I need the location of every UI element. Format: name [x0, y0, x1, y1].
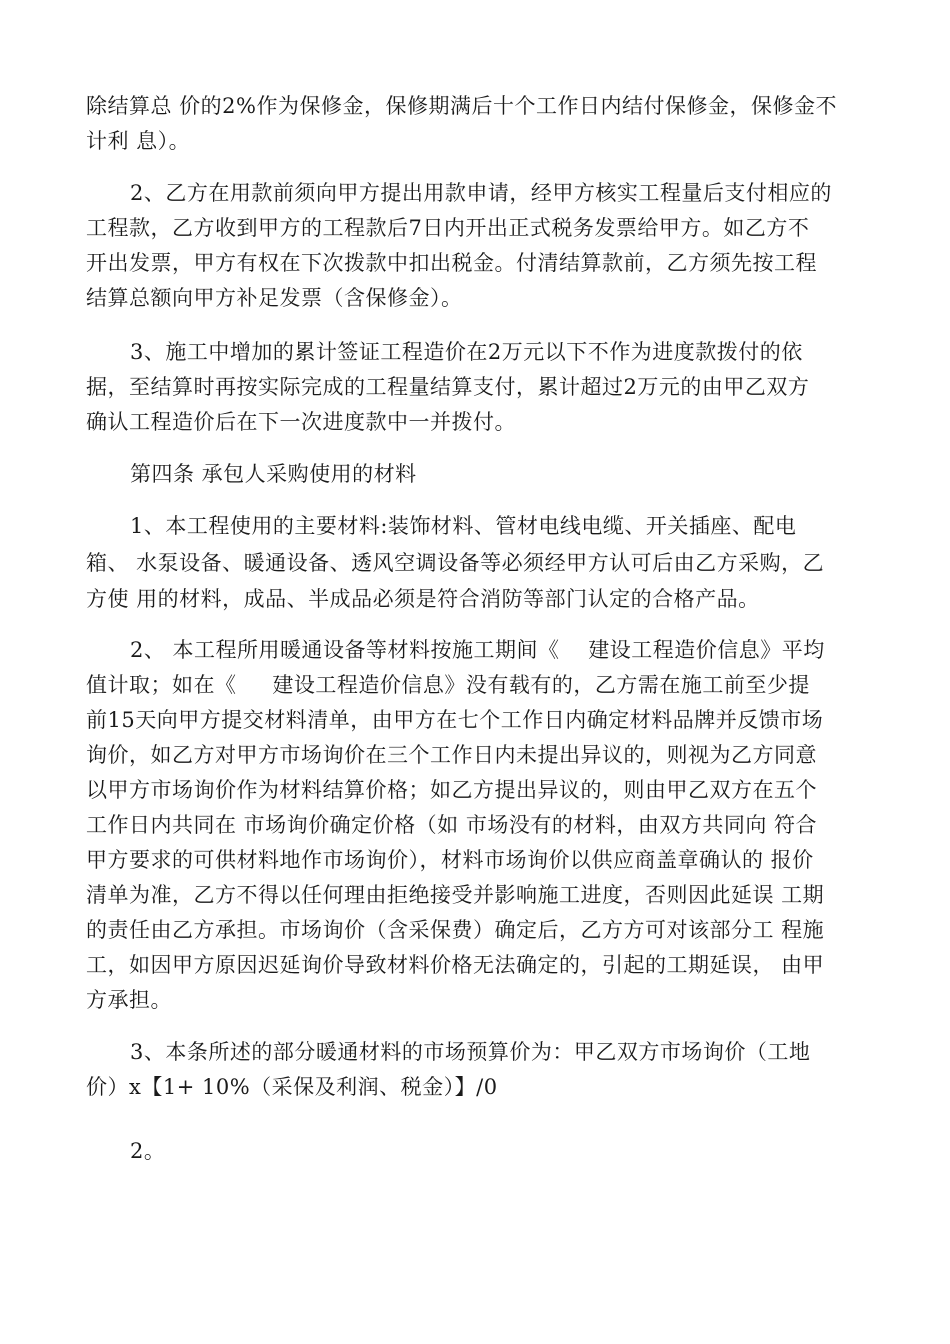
text-line: 除结算总 价的2%作为保修金，保修期满后十个工作日内结付保修金，保修金不 — [86, 94, 837, 118]
text-line: 工，如因甲方原因迟延询价导致材料价格无法确定的，引起的工期延误， 由甲 — [86, 953, 825, 977]
text-line: 据，至结算时再按实际完成的工程量结算支付，累计超过2万元的由甲乙双方 — [86, 375, 810, 399]
text-line: 计利 息）。 — [86, 129, 191, 153]
text-line: 2、 本工程所用暖通设备等材料按施工期间《 建设工程造价信息》平均 — [130, 638, 825, 662]
text-line: 以甲方市场询价作为材料结算价格；如乙方提出异议的，则由甲乙双方在五个 — [86, 778, 817, 802]
text-line: 方承担。 — [86, 988, 172, 1012]
text-line: 前15天向甲方提交材料清单，由甲方在七个工作日内确定材料品牌并反馈市场 — [86, 708, 824, 732]
text-line: 清单为准，乙方不得以任何理由拒绝接受并影响施工进度，否则因此延误 工期 — [86, 883, 825, 907]
text-line: 方使 用的材料，成品、半成品必须是符合消防等部门认定的合格产品。 — [86, 587, 760, 611]
text-line: 工程款，乙方收到甲方的工程款后7日内开出正式税务发票给甲方。如乙方不 — [86, 216, 810, 240]
text-line: 确认工程造价后在下一次进度款中一并拨付。 — [86, 410, 516, 434]
text-line: 开出发票，甲方有权在下次拨款中扣出税金。付清结算款前，乙方须先按工程 — [86, 251, 817, 275]
text-line: 值计取；如在《 建设工程造价信息》没有载有的，乙方需在施工前至少提 — [86, 673, 810, 697]
section-heading: 第四条 承包人采购使用的材料 — [130, 462, 417, 486]
text-line: 箱、 水泵设备、暖通设备、透风空调设备等必须经甲方认可后由乙方采购，乙 — [86, 551, 825, 575]
text-line: 2、乙方在用款前须向甲方提出用款申请，经甲方核实工程量后支付相应的 — [130, 181, 832, 205]
text-line: 的责任由乙方承担。市场询价（含采保费）确定后，乙方方可对该部分工 程施 — [86, 918, 825, 942]
text-line: 结算总额向甲方补足发票（含保修金）。 — [86, 286, 463, 310]
text-line: 工作日内共同在 市场询价确定价格（如 市场没有的材料，由双方共同向 符合 — [86, 813, 818, 837]
text-line: 1、本工程使用的主要材料:装饰材料、管材电线电缆、开关插座、配电 — [130, 514, 797, 538]
text-line: 询价，如乙方对甲方市场询价在三个工作日内未提出异议的，则视为乙方同意 — [86, 743, 817, 767]
text-line: 甲方要求的可供材料地作市场询价），材料市场询价以供应商盖章确认的 报价 — [86, 848, 814, 872]
text-line: 3、本条所述的部分暖通材料的市场预算价为：甲乙双方市场询价（工地 — [130, 1040, 811, 1064]
text-line: 价）x【1+ 10%（采保及利润、税金）】/0 — [86, 1075, 498, 1099]
text-line: 3、施工中增加的累计签证工程造价在2万元以下不作为进度款拨付的依 — [130, 340, 803, 364]
text-line: 2。 — [130, 1139, 166, 1163]
